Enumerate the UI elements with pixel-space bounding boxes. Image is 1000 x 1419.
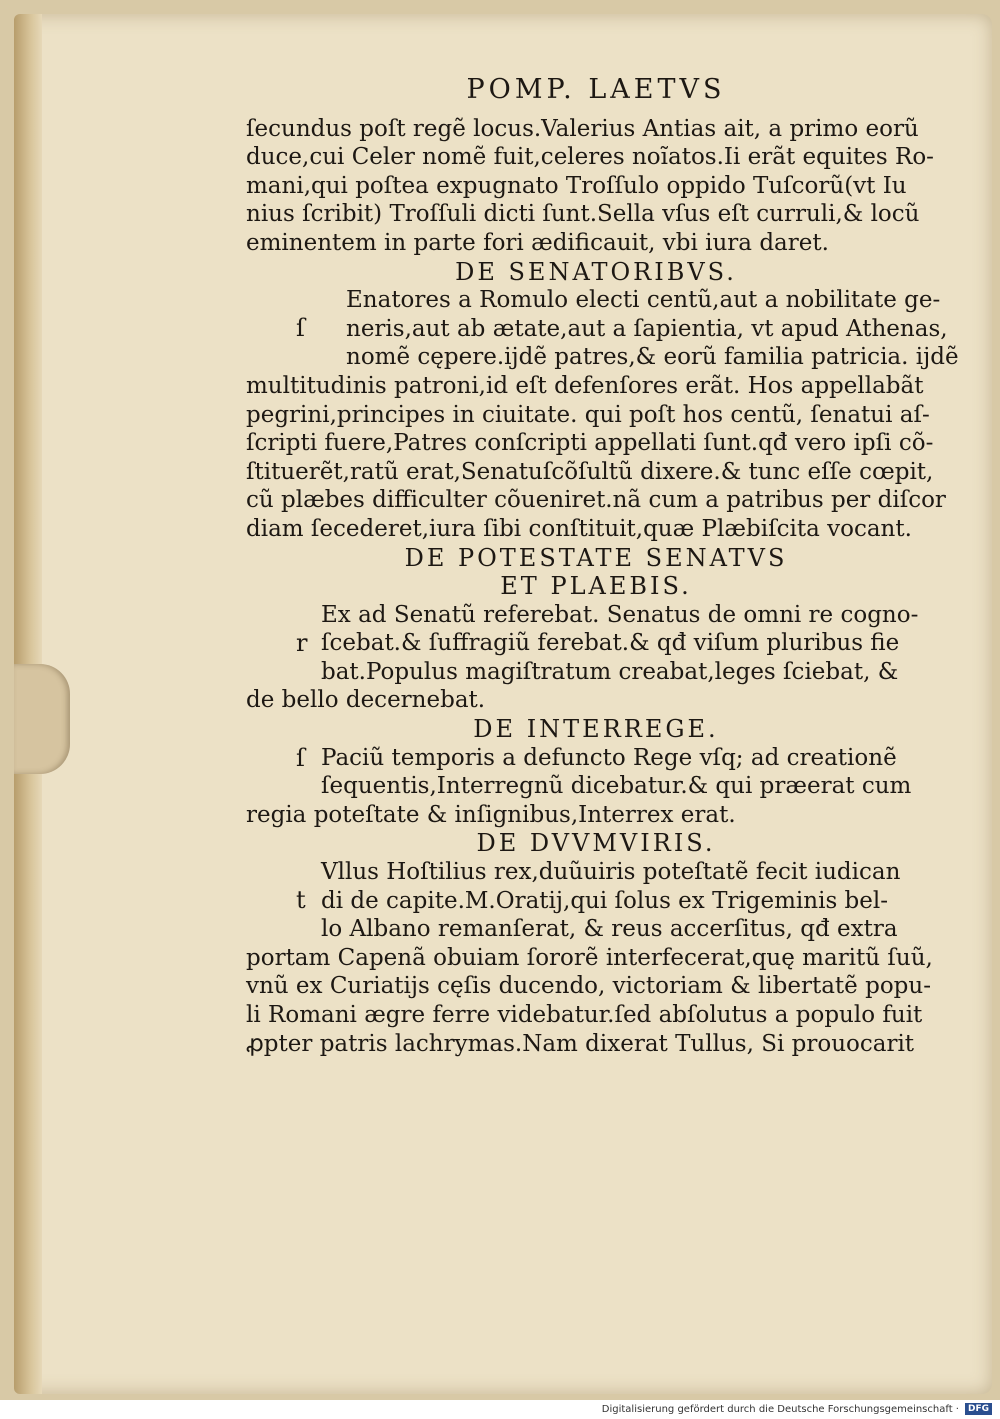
text-line: Enatores a Romulo electi centũ,aut a nobilitate ge‑ — [346, 287, 941, 314]
section-heading-duumviris: DE DVVMVIRIS. — [476, 829, 716, 858]
section-interrege — [246, 744, 946, 830]
text-line: eminentem in parte fori ædificauit, vbi iura daret. — [246, 229, 829, 256]
text-line: nius ſcribit) Troſſuli dicti ſunt.Sella vſus eſt curruli,& locũ — [246, 201, 920, 228]
text-line: ꝓpter patris lachrymas.Nam dixerat Tullus, Si prouocarit — [246, 1030, 915, 1057]
intro-paragraph — [246, 115, 946, 258]
page-clip — [14, 664, 70, 774]
guide-letter: t — [296, 886, 306, 915]
text-line: de bello decernebat. — [246, 687, 486, 714]
text-line: multitudinis patroni,id eſt defenſores erãt. Hos appellabãt — [246, 372, 924, 399]
text-line: regia poteſtate & inſignibus,Interrex erat. — [246, 801, 736, 828]
text-line: vnũ ex Curiatijs cęſis ducendo, victoriam & libertatẽ popu‑ — [246, 973, 931, 1000]
section-heading-potestate-2: ET PLAEBIS. — [500, 572, 692, 601]
book-page — [14, 14, 992, 1394]
text-line: ſcripti fuere,Patres conſcripti appellati ſunt.qđ vero ipſi cõ‑ — [246, 430, 934, 457]
digitization-footer — [0, 1400, 1000, 1419]
funding-notice: Digitalisierung gefördert durch die Deutsche Forschungsgemeinschaft · — [601, 1404, 959, 1415]
section-heading-senatoribus: DE SENATORIBVS. — [455, 257, 737, 286]
text-line: lo Albano remanſerat, & reus accerſitus, qđ extra — [321, 916, 898, 943]
dfg-logo: DFG — [965, 1403, 992, 1415]
text-line: ſecundus poſt regẽ locus.Valerius Antias ait, a primo eorũ — [246, 115, 919, 142]
text-line: ſtituerẽt,ratũ erat,Senatuſcõſultũ dixere.& tunc eſſe cœpit, — [246, 458, 934, 485]
text-line: ſequentis,Interregnũ dicebatur.& qui præerat cum — [321, 773, 912, 800]
text-line: Ex ad Senatũ referebat. Senatus de omni re cogno‑ — [321, 601, 919, 628]
guide-letter: ſ — [296, 314, 305, 343]
text-line: mani,qui poſtea expugnato Troſſulo oppido Tuſcorũ(vt Iu — [246, 172, 907, 199]
section-duumviris — [246, 858, 946, 1058]
guide-letter: ſ — [296, 743, 305, 772]
text-line: bat.Populus magiſtratum creabat,leges ſciebat, & — [321, 658, 899, 685]
text-line: diam ſecederet,iura ſibi conſtituit,quæ Plæbiſcita vocant. — [246, 515, 912, 542]
section-heading-potestate: DE POTESTATE SENATVS — [404, 543, 788, 572]
page-text — [246, 70, 959, 1058]
text-line: li Romani ægre ferre videbatur.ſed abſolutus a populo fuit — [246, 1002, 923, 1028]
running-head: POMP. LAETVS — [466, 74, 726, 105]
text-line: neris,aut ab ætate,aut a ſapientia, vt apud Athenas, — [346, 315, 948, 342]
section-heading-interrege: DE INTERREGE. — [473, 715, 719, 744]
text-line: Paciũ temporis a defuncto Rege vſq; ad creationẽ — [321, 744, 897, 771]
text-line: cũ plæbes difficulter cõueniret.nã cum a patribus per diſcor — [246, 487, 946, 514]
text-line: ſcebat.& ſuffragiũ ferebat.& qđ viſum pluribus fie — [321, 630, 900, 657]
text-line: nomẽ cępere.ijdẽ patres,& eorũ familia patricia. ijdẽ — [346, 344, 959, 371]
text-line: portam Capenã obuiam ſororẽ interfecerat,quę maritũ ſuũ, — [246, 944, 933, 971]
text-line: di de capite.M.Oratij,qui ſolus ex Trigeminis bel‑ — [321, 887, 889, 914]
text-line: Vllus Hoſtilius rex,duũuiris poteſtatẽ fecit iudican — [321, 859, 901, 886]
guide-letter: r — [296, 628, 308, 657]
section-potestate — [246, 601, 946, 715]
text-line: pegrini,principes in ciuitate. qui poſt hos centũ, ſenatui aſ‑ — [246, 401, 930, 428]
section-senatoribus — [246, 286, 959, 543]
text-line: duce,cui Celer nomẽ fuit,celeres noĩatos.Ii erãt equites Ro‑ — [246, 144, 934, 171]
